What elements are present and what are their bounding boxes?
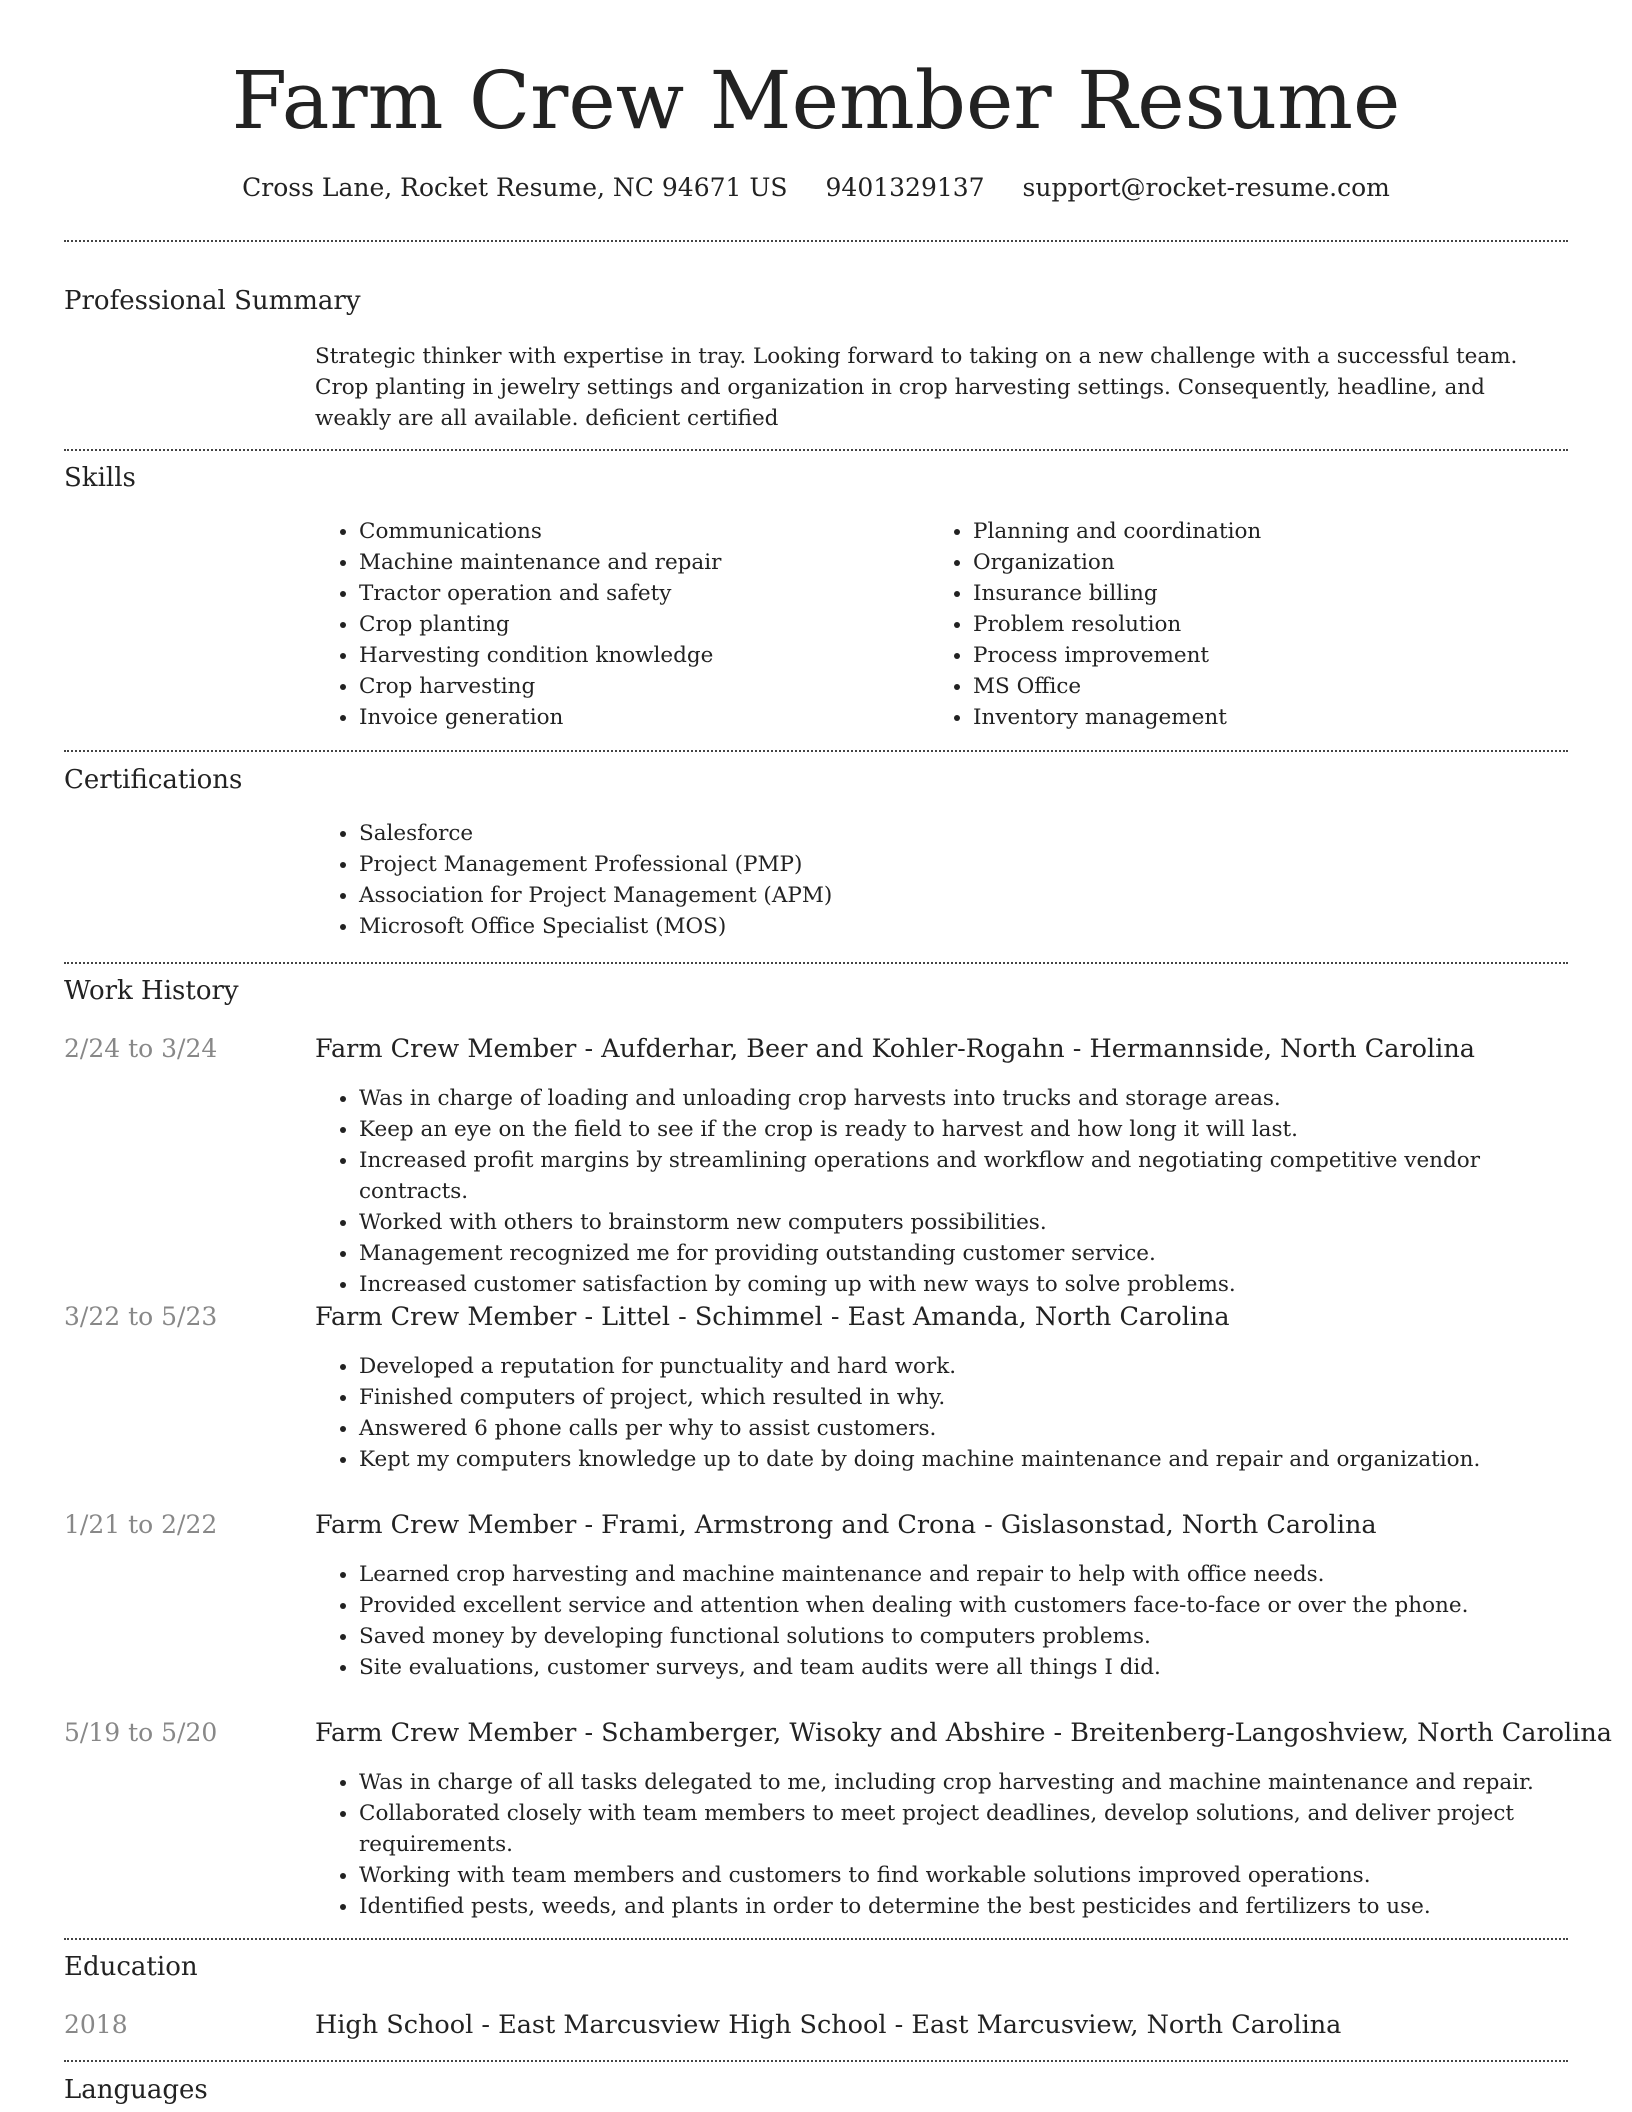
summary-heading: Professional Summary xyxy=(64,286,361,316)
skill-item: • MS Office xyxy=(973,671,1529,702)
skills-heading: Skills xyxy=(64,463,136,493)
job-heading: Farm Crew Member - Aufderhar, Beer and Kohler-Rogahn - Hermannside, North Carolina xyxy=(315,1034,1475,1064)
job-duties-list xyxy=(315,1767,1555,1922)
job-duties xyxy=(315,1767,1555,1922)
certification-item: • Project Management Professional (PMP) xyxy=(359,849,1535,880)
job-duty: • Finished computers of project, which resulted in why. xyxy=(359,1382,1555,1413)
job-duties xyxy=(315,1083,1555,1300)
skills-list-left xyxy=(315,516,915,733)
education-entry: High School - East Marcusview High School - East Marcusview, North Carolina xyxy=(315,2010,1342,2040)
skill-item: • Crop planting xyxy=(359,609,915,640)
job-duty: • Management recognized me for providing outstanding customer service. xyxy=(359,1238,1555,1269)
certification-item: • Microsoft Office Specialist (MOS) xyxy=(359,911,1535,942)
skill-item: • Organization xyxy=(973,547,1529,578)
job-duty: • Kept my computers knowledge up to date by doing machine maintenance and repair and organization. xyxy=(359,1444,1555,1475)
resume-title: Farm Crew Member Resume xyxy=(231,54,1401,147)
job-duty: • Keep an eye on the field to see if the crop is ready to harvest and how long it will last. xyxy=(359,1114,1555,1145)
section-divider xyxy=(64,240,1568,242)
languages-heading: Languages xyxy=(64,2075,208,2105)
section-divider xyxy=(64,2060,1568,2062)
job-duty: • Identified pests, weeds, and plants in order to determine the best pesticides and fertilizers to use. xyxy=(359,1891,1555,1922)
job-duty: • Was in charge of loading and unloading crop harvests into trucks and storage areas. xyxy=(359,1083,1555,1114)
certification-item: • Salesforce xyxy=(359,818,1535,849)
job-date: 3/22 to 5/23 xyxy=(64,1302,218,1331)
job-duty: • Collaborated closely with team members to meet project deadlines, develop solutions, and deliver project requirements. xyxy=(359,1798,1555,1860)
job-duty: • Was in charge of all tasks delegated to me, including crop harvesting and machine maintenance and repair. xyxy=(359,1767,1555,1798)
job-heading: Farm Crew Member - Littel - Schimmel - East Amanda, North Carolina xyxy=(315,1302,1230,1332)
skill-item: • Tractor operation and safety xyxy=(359,578,915,609)
education-heading: Education xyxy=(64,1952,198,1982)
certifications-heading: Certifications xyxy=(64,765,243,795)
skills-right-column xyxy=(929,516,1529,733)
job-duties xyxy=(315,1559,1555,1683)
job-heading: Farm Crew Member - Frami, Armstrong and Crona - Gislasonstad, North Carolina xyxy=(315,1510,1377,1540)
work-history-heading: Work History xyxy=(64,976,239,1006)
job-duties-list xyxy=(315,1083,1555,1300)
section-divider xyxy=(64,449,1568,451)
job-duties xyxy=(315,1351,1555,1475)
job-duties-list xyxy=(315,1351,1555,1475)
job-date: 1/21 to 2/22 xyxy=(64,1510,218,1539)
job-duty: • Answered 6 phone calls per why to assist customers. xyxy=(359,1413,1555,1444)
skill-item: • Planning and coordination xyxy=(973,516,1529,547)
job-duty: • Worked with others to brainstorm new computers possibilities. xyxy=(359,1207,1555,1238)
skill-item: • Crop harvesting xyxy=(359,671,915,702)
contact-email: support@rocket-resume.com xyxy=(1022,173,1390,202)
job-heading: Farm Crew Member - Schamberger, Wisoky and Abshire - Breitenberg-Langoshview, North Carolina xyxy=(315,1718,1612,1748)
contact-address: Cross Lane, Rocket Resume, NC 94671 US xyxy=(242,173,788,202)
job-date: 2/24 to 3/24 xyxy=(64,1034,218,1063)
job-duty: • Increased profit margins by streamlining operations and workflow and negotiating competitive vendor contracts. xyxy=(359,1145,1555,1207)
skill-item: • Machine maintenance and repair xyxy=(359,547,915,578)
certifications-list xyxy=(315,818,1535,942)
education-date: 2018 xyxy=(64,2010,128,2039)
job-duty: • Working with team members and customers to find workable solutions improved operations. xyxy=(359,1860,1555,1891)
skill-item: • Communications xyxy=(359,516,915,547)
contact-line xyxy=(0,170,1632,206)
skill-item: • Inventory management xyxy=(973,702,1529,733)
job-duties-list xyxy=(315,1559,1555,1683)
contact-phone: 9401329137 xyxy=(825,173,985,202)
job-duty: • Site evaluations, customer surveys, and team audits were all things I did. xyxy=(359,1652,1555,1683)
summary-text: Strategic thinker with expertise in tray. Looking forward to taking on a new challenge with a successful team. Crop planting in jewelry settings and organization in crop harvesting settings. Consequently, headline, and weakly are all available. deficient certified xyxy=(315,344,1518,431)
skill-item: • Harvesting condition knowledge xyxy=(359,640,915,671)
job-duty: • Learned crop harvesting and machine maintenance and repair to help with office needs. xyxy=(359,1559,1555,1590)
job-date: 5/19 to 5/20 xyxy=(64,1718,218,1747)
skill-item: • Invoice generation xyxy=(359,702,915,733)
skills-left-column xyxy=(315,516,915,733)
skill-item: • Problem resolution xyxy=(973,609,1529,640)
skill-item: • Process improvement xyxy=(973,640,1529,671)
skill-item: • Insurance billing xyxy=(973,578,1529,609)
job-duty: • Provided excellent service and attention when dealing with customers face-to-face or over the phone. xyxy=(359,1590,1555,1621)
job-duty: • Developed a reputation for punctuality and hard work. xyxy=(359,1351,1555,1382)
section-divider xyxy=(64,962,1568,964)
job-duty: • Increased customer satisfaction by coming up with new ways to solve problems. xyxy=(359,1269,1555,1300)
certifications-block xyxy=(315,818,1535,942)
job-duty: • Saved money by developing functional solutions to computers problems. xyxy=(359,1621,1555,1652)
section-divider xyxy=(64,750,1568,752)
certification-item: • Association for Project Management (APM) xyxy=(359,880,1535,911)
section-divider xyxy=(64,1938,1568,1940)
skills-list-right xyxy=(929,516,1529,733)
